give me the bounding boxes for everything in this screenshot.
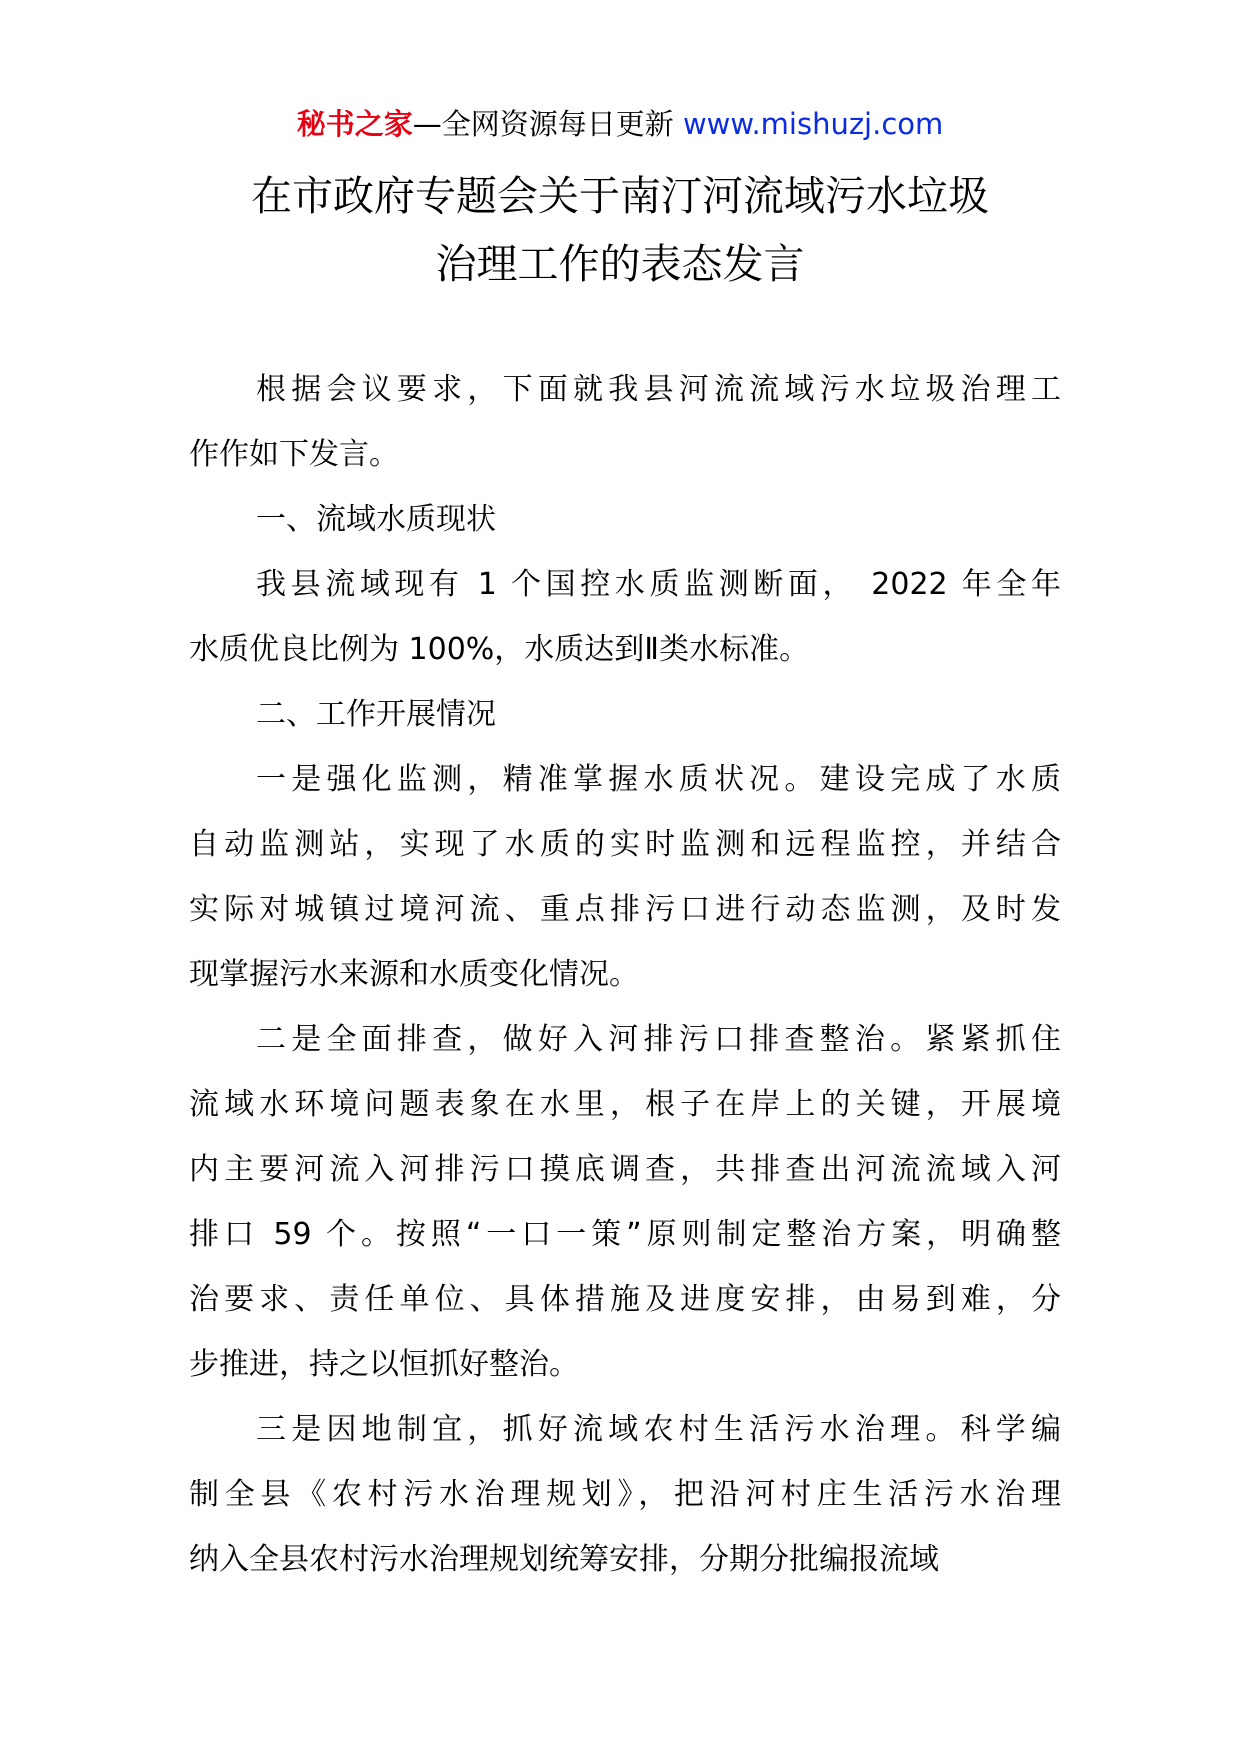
paragraph-line: 现掌握污水来源和水质变化情况。	[189, 957, 639, 992]
paragraph-line: 纳入全县农村污水治理规划统筹安排，分期分批编报流域	[189, 1542, 939, 1577]
paragraph-line: 三是因地制宜，抓好流域农村生活污水治理。科学编	[256, 1412, 1061, 1447]
site-url-link[interactable]: www.mishuzj.com	[682, 107, 944, 141]
paragraph-line: 根据会议要求，下面就我县河流流域污水垃圾治理工	[256, 372, 1061, 407]
paragraph-line: 我县流域现有 1 个国控水质监测断面， 2022 年全年	[256, 567, 1061, 602]
paragraph-line: 作作如下发言。	[189, 437, 399, 472]
paragraph-line: 实际对城镇过境河流、重点排污口进行动态监测，及时发	[189, 892, 1061, 927]
document-title	[150, 162, 1090, 298]
body-paragraph	[189, 487, 1061, 552]
paragraph-line: 二是全面排查，做好入河排污口排查整治。紧紧抓住	[256, 1022, 1061, 1057]
paragraph-line: 内主要河流入河排污口摸底调查，共排查出河流流域入河	[189, 1152, 1061, 1187]
body-paragraph	[189, 1007, 1061, 1397]
paragraph-line: 一是强化监测，精准掌握水质状况。建设完成了水质	[256, 762, 1061, 797]
paragraph-line: 水质优良比例为 100%，水质达到Ⅱ类水标准。	[189, 632, 810, 667]
site-brand: 秘书之家	[296, 107, 413, 141]
paragraph-line: 自动监测站，实现了水质的实时监测和远程监控，并结合	[189, 827, 1061, 862]
paragraph-line: 流域水环境问题表象在水里，根子在岸上的关键，开展境	[189, 1087, 1061, 1122]
paragraph-line: 治要求、责任单位、具体措施及进度安排，由易到难，分	[189, 1282, 1061, 1317]
paragraph-line: 二、工作开展情况	[256, 697, 496, 732]
paragraph-line: 制全县《农村污水治理规划》，把沿河村庄生活污水治理	[189, 1477, 1061, 1512]
paragraph-line: 步推进，持之以恒抓好整治。	[189, 1347, 579, 1382]
body-paragraph	[189, 1397, 1061, 1592]
site-banner	[0, 104, 1240, 144]
body-paragraph	[189, 682, 1061, 747]
body-paragraph	[189, 552, 1061, 682]
site-slogan: —全网资源每日更新	[412, 107, 683, 141]
title-line-1: 在市政府专题会关于南汀河流域污水垃圾	[251, 172, 989, 220]
document-body	[189, 357, 1061, 1592]
body-paragraph	[189, 357, 1061, 487]
body-paragraph	[189, 747, 1061, 1007]
title-line-2: 治理工作的表态发言	[435, 240, 805, 288]
paragraph-line: 排口 59 个。按照“一口一策”原则制定整治方案，明确整	[189, 1217, 1061, 1252]
paragraph-line: 一、流域水质现状	[256, 502, 496, 537]
